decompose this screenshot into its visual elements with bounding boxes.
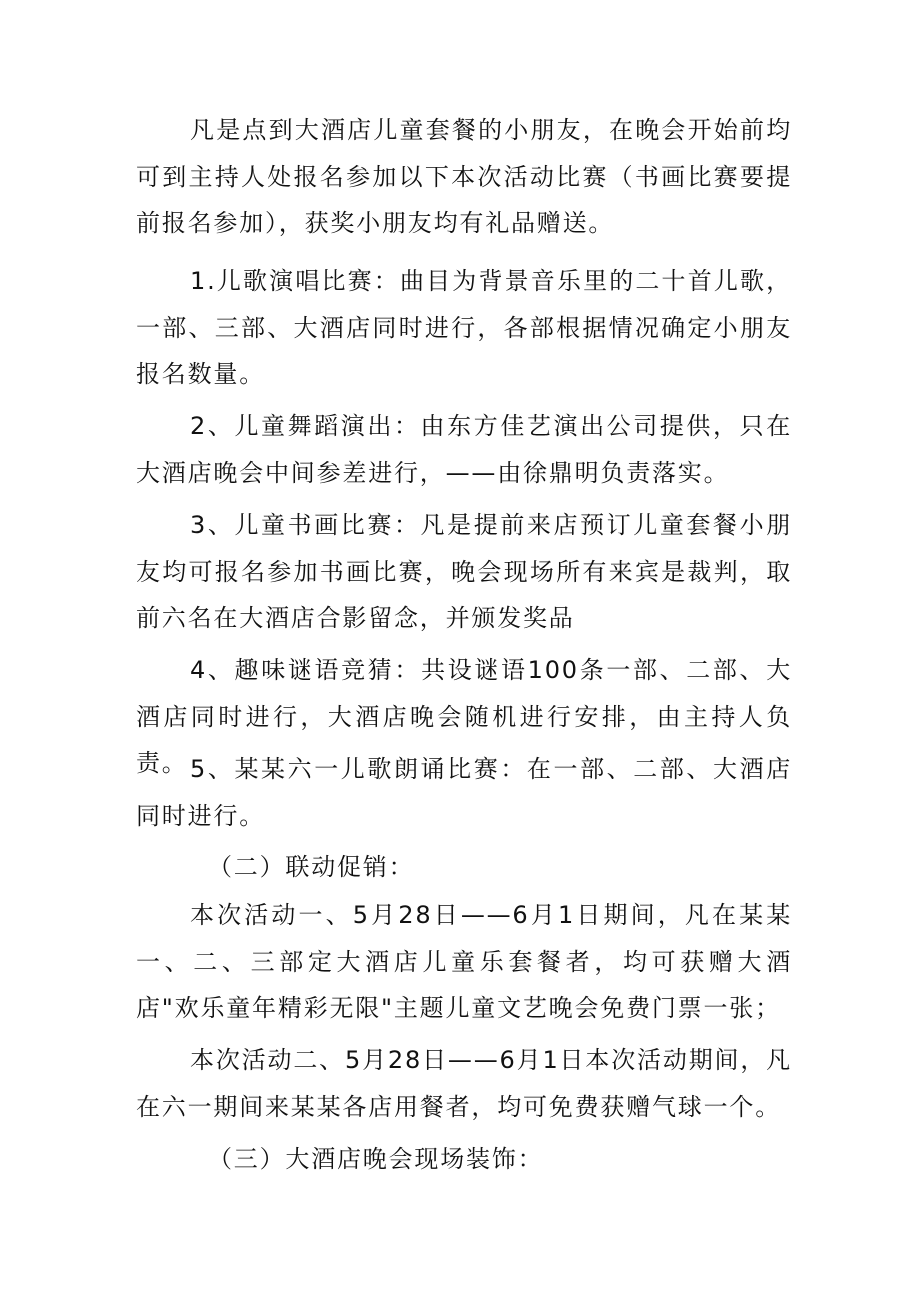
promotion-2-paragraph: 本次活动二、5月28日——6月1日本次活动期间，凡在六一期间来某某各店用餐者，均可免费获赠气球一个。 [136,1046,792,1121]
section-heading-joint-promotion: （二）联动促销： [208,853,415,881]
intro-paragraph: 凡是点到大酒店儿童套餐的小朋友，在晚会开始前均可到主持人处报名参加以下本次活动比赛（书画比赛要提前报名参加），获奖小朋友均有礼品赠送。 [136,116,792,237]
item-4-riddle-contest: 4、趣味谜语竞猜：共设谜语100条一部、二部、大酒店同时进行，大酒店晚会随机进行安排，由主持人负责。 [136,656,792,777]
item-3-painting-contest: 3、儿童书画比赛：凡是提前来店预订儿童套餐小朋友均可报名参加书画比赛，晚会现场所有来宾是裁判，取前六名在大酒店合影留念，并颁发奖品 [136,511,792,632]
item-5-recitation-contest: 5、某某六一儿歌朗诵比赛：在一部、二部、大酒店同时进行。 [136,755,792,830]
item-2-dance-show: 2、儿童舞蹈演出：由东方佳艺演出公司提供，只在大酒店晚会中间参差进行，——由徐鼎明负责落实。 [136,412,792,487]
item-1-song-contest: 1.儿歌演唱比赛：曲目为背景音乐里的二十首儿歌，一部、三部、大酒店同时进行，各部根据情况确定小朋友报名数量。 [136,267,792,388]
promotion-1-paragraph: 本次活动一、5月28日——6月1日期间，凡在某某一、二、三部定大酒店儿童乐套餐者，均可获赠大酒店"欢乐童年精彩无限"主题儿童文艺晚会免费门票一张； [136,901,792,1022]
section-heading-venue-decoration: （三）大酒店晚会现场装饰： [208,1145,544,1173]
